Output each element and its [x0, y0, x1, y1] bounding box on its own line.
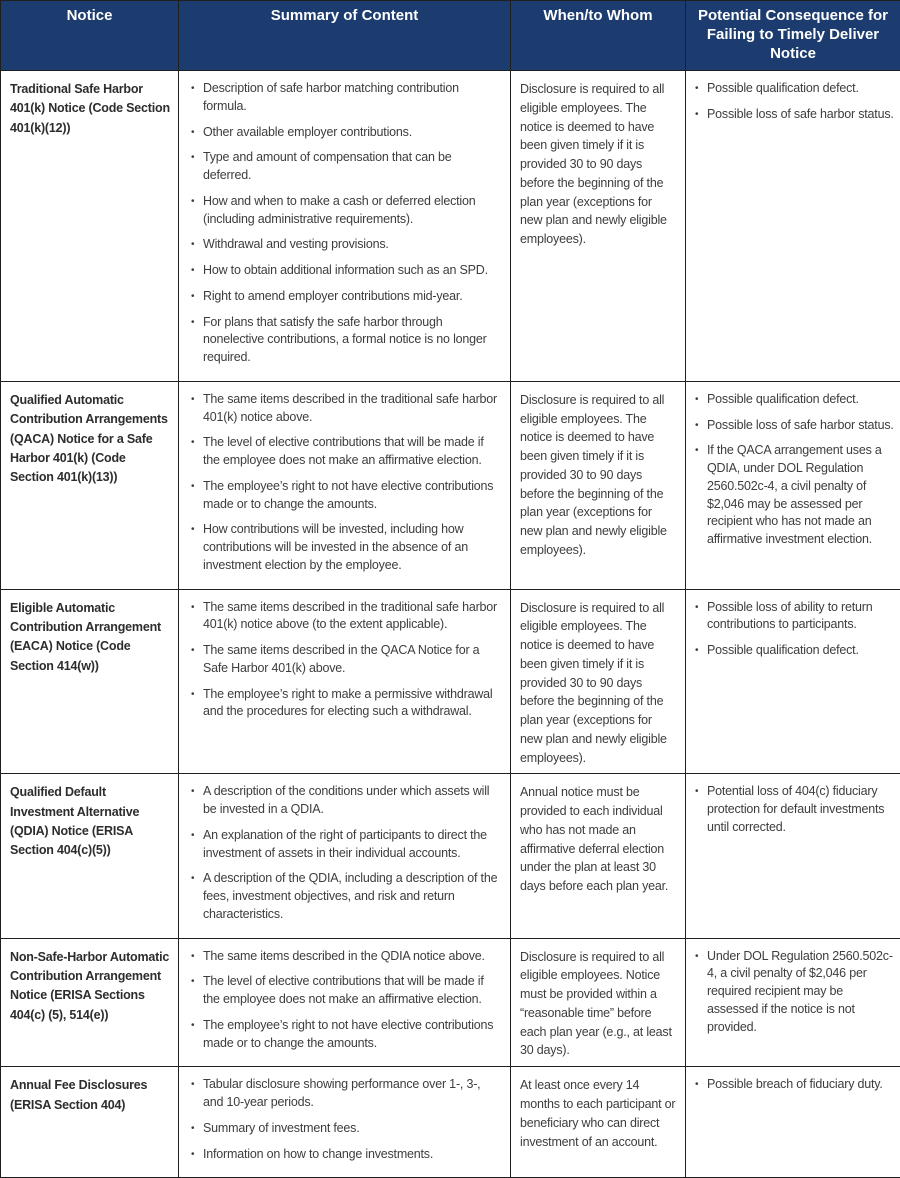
list-item-text: Right to amend employer contributions mid-year.	[203, 288, 500, 306]
list-item-text: Withdrawal and vesting provisions.	[203, 236, 500, 254]
bullet-icon: •	[188, 236, 203, 254]
list-item	[188, 948, 500, 966]
list-item-text: Other available employer contributions.	[203, 124, 500, 142]
when-text: Disclosure is required to all eligible employees. The notice is deemed to have been given timely if it is provided 30 to 90 days before the beginning of the plan year (exceptions for new plan and newly eligible employees).	[520, 80, 677, 249]
list-item-text: The employee’s right to not have elective contributions made or to change the amounts.	[203, 478, 500, 514]
bullet-icon: •	[692, 948, 707, 1037]
bullet-icon: •	[692, 642, 707, 660]
notice-cell	[1, 589, 179, 774]
summary-cell	[179, 589, 511, 774]
summary-list	[188, 948, 500, 1053]
summary-list	[188, 599, 500, 722]
when-text: Disclosure is required to all eligible employees. The notice is deemed to have been given timely if it is provided 30 to 90 days before the beginning of the plan year (exceptions for new plan and newly eligible employees).	[520, 391, 677, 560]
table-body	[1, 71, 900, 1178]
when-cell	[511, 71, 686, 382]
column-header-notice: Notice	[1, 1, 179, 71]
consequence-list	[692, 783, 896, 836]
when-text: At least once every 14 months to each participant or beneficiary who can direct investment of an account.	[520, 1076, 677, 1151]
bullet-icon: •	[692, 1076, 707, 1094]
bullet-icon: •	[188, 478, 203, 514]
bullet-icon: •	[188, 686, 203, 722]
list-item	[692, 442, 896, 549]
list-item-text: The same items described in the traditional safe harbor 401(k) notice above (to the extent applicable).	[203, 599, 500, 635]
list-item-text: Information on how to change investments.	[203, 1146, 500, 1164]
list-item	[692, 599, 896, 635]
list-item	[692, 417, 896, 435]
list-item	[188, 80, 500, 116]
list-item-text: Possible breach of fiduciary duty.	[707, 1076, 896, 1094]
list-item	[188, 870, 500, 923]
when-cell	[511, 589, 686, 774]
summary-cell	[179, 938, 511, 1067]
summary-list	[188, 783, 500, 923]
summary-cell	[179, 774, 511, 938]
list-item-text: The same items described in the traditional safe harbor 401(k) notice above.	[203, 391, 500, 427]
bullet-icon: •	[188, 434, 203, 470]
list-item	[188, 236, 500, 254]
list-item	[188, 1120, 500, 1138]
table-row	[1, 1067, 900, 1178]
table-row	[1, 589, 900, 774]
column-header-summary: Summary of Content	[179, 1, 511, 71]
consequence-cell	[686, 774, 900, 938]
bullet-icon: •	[692, 599, 707, 635]
when-text: Annual notice must be provided to each individual who has not made an affirmative deferral election under the plan at least 30 days before each plan year.	[520, 783, 677, 896]
list-item	[188, 288, 500, 306]
consequence-cell	[686, 589, 900, 774]
summary-cell	[179, 1067, 511, 1178]
bullet-icon: •	[188, 1076, 203, 1112]
list-item	[188, 1017, 500, 1053]
list-item-text: Possible loss of ability to return contributions to participants.	[707, 599, 896, 635]
list-item-text: The level of elective contributions that will be made if the employee does not make an affirmative election.	[203, 434, 500, 470]
list-item	[188, 314, 500, 367]
list-item	[188, 521, 500, 574]
when-cell	[511, 774, 686, 938]
list-item-text: Potential loss of 404(c) fiduciary protection for default investments until corrected.	[707, 783, 896, 836]
bullet-icon: •	[692, 80, 707, 98]
bullet-icon: •	[188, 80, 203, 116]
bullet-icon: •	[188, 870, 203, 923]
bullet-icon: •	[188, 149, 203, 185]
list-item-text: Possible qualification defect.	[707, 391, 896, 409]
list-item	[692, 642, 896, 660]
list-item	[188, 973, 500, 1009]
list-item	[692, 783, 896, 836]
when-cell	[511, 1067, 686, 1178]
consequence-cell	[686, 938, 900, 1067]
notice-cell	[1, 1067, 179, 1178]
bullet-icon: •	[188, 521, 203, 574]
notice-title: Annual Fee Disclosures (ERISA Section 404)	[10, 1076, 170, 1115]
list-item	[188, 686, 500, 722]
list-item	[188, 434, 500, 470]
list-item-text: Possible qualification defect.	[707, 80, 896, 98]
bullet-icon: •	[692, 417, 707, 435]
bullet-icon: •	[188, 1146, 203, 1164]
list-item-text: An explanation of the right of participants to direct the investment of assets in their individual accounts.	[203, 827, 500, 863]
notice-cell	[1, 938, 179, 1067]
notice-title: Non-Safe-Harbor Automatic Contribution Arrangement Notice (ERISA Sections 404(c) (5), 514(e))	[10, 948, 170, 1026]
header-row	[1, 1, 900, 71]
summary-cell	[179, 71, 511, 382]
table-row	[1, 774, 900, 938]
list-item-text: Under DOL Regulation 2560.502c-4, a civil penalty of $2,046 per required recipient may be assessed if the notice is not provided.	[707, 948, 896, 1037]
bullet-icon: •	[188, 124, 203, 142]
bullet-icon: •	[188, 599, 203, 635]
list-item	[188, 124, 500, 142]
consequence-cell	[686, 71, 900, 382]
consequence-list	[692, 948, 896, 1037]
column-header-when-to-whom: When/to Whom	[511, 1, 686, 71]
consequence-list	[692, 1076, 896, 1094]
list-item	[188, 1146, 500, 1164]
bullet-icon: •	[188, 1120, 203, 1138]
list-item	[188, 262, 500, 280]
notice-title: Qualified Default Investment Alternative (QDIA) Notice (ERISA Section 404(c)(5))	[10, 783, 170, 861]
bullet-icon: •	[188, 783, 203, 819]
consequence-cell	[686, 1067, 900, 1178]
list-item	[188, 1076, 500, 1112]
when-text: Disclosure is required to all eligible employees. Notice must be provided within a “reasonable time” before each plan year (e.g., at least 30 days).	[520, 948, 677, 1061]
list-item	[692, 106, 896, 124]
list-item	[188, 599, 500, 635]
list-item-text: Possible qualification defect.	[707, 642, 896, 660]
list-item-text: If the QACA arrangement uses a QDIA, under DOL Regulation 2560.502c-4, a civil penalty of $2,046 may be assessed per recipient who has not made an affirmative investment election.	[707, 442, 896, 549]
list-item	[188, 149, 500, 185]
notice-cell	[1, 71, 179, 382]
when-cell	[511, 938, 686, 1067]
list-item-text: The level of elective contributions that will be made if the employee does not make an affirmative election.	[203, 973, 500, 1009]
summary-list	[188, 80, 500, 367]
bullet-icon: •	[188, 391, 203, 427]
list-item	[188, 642, 500, 678]
notice-title: Traditional Safe Harbor 401(k) Notice (Code Section 401(k)(12))	[10, 80, 170, 138]
when-text: Disclosure is required to all eligible employees. The notice is deemed to have been given timely if it is provided 30 to 90 days before the beginning of the plan year (exceptions for new plan and newly eligible employees).	[520, 599, 677, 768]
list-item	[692, 391, 896, 409]
table-row	[1, 381, 900, 589]
list-item-text: The same items described in the QDIA notice above.	[203, 948, 500, 966]
list-item-text: Summary of investment fees.	[203, 1120, 500, 1138]
consequence-cell	[686, 381, 900, 589]
bullet-icon: •	[692, 442, 707, 549]
notice-cell	[1, 774, 179, 938]
bullet-icon: •	[692, 391, 707, 409]
list-item	[188, 783, 500, 819]
summary-list	[188, 391, 500, 575]
bullet-icon: •	[188, 642, 203, 678]
bullet-icon: •	[188, 948, 203, 966]
notice-title: Qualified Automatic Contribution Arrangements (QACA) Notice for a Safe Harbor 401(k) (Code Section 401(k)(13))	[10, 391, 170, 488]
list-item	[188, 827, 500, 863]
bullet-icon: •	[188, 1017, 203, 1053]
list-item-text: Tabular disclosure showing performance over 1-, 3-, and 10-year periods.	[203, 1076, 500, 1112]
table-row	[1, 71, 900, 382]
notice-cell	[1, 381, 179, 589]
column-header-consequence: Potential Consequence for Failing to Timely Deliver Notice	[686, 1, 900, 71]
list-item-text: How and when to make a cash or deferred election (including administrative requirements).	[203, 193, 500, 229]
consequence-list	[692, 599, 896, 660]
list-item-text: A description of the conditions under which assets will be invested in a QDIA.	[203, 783, 500, 819]
list-item-text: The employee’s right to not have elective contributions made or to change the amounts.	[203, 1017, 500, 1053]
when-cell	[511, 381, 686, 589]
list-item	[692, 1076, 896, 1094]
list-item-text: For plans that satisfy the safe harbor through nonelective contributions, a formal notice is no longer required.	[203, 314, 500, 367]
bullet-icon: •	[188, 193, 203, 229]
bullet-icon: •	[188, 288, 203, 306]
list-item-text: The employee’s right to make a permissive withdrawal and the procedures for electing such a withdrawal.	[203, 686, 500, 722]
list-item	[188, 478, 500, 514]
list-item-text: Possible loss of safe harbor status.	[707, 417, 896, 435]
list-item-text: The same items described in the QACA Notice for a Safe Harbor 401(k) above.	[203, 642, 500, 678]
list-item	[692, 80, 896, 98]
list-item	[188, 391, 500, 427]
list-item-text: A description of the QDIA, including a description of the fees, investment objectives, and risk and return characteristics.	[203, 870, 500, 923]
bullet-icon: •	[188, 973, 203, 1009]
list-item-text: Description of safe harbor matching contribution formula.	[203, 80, 500, 116]
bullet-icon: •	[188, 314, 203, 367]
bullet-icon: •	[188, 827, 203, 863]
list-item-text: How contributions will be invested, including how contributions will be invested in the absence of an investment election by the employee.	[203, 521, 500, 574]
list-item	[188, 193, 500, 229]
summary-cell	[179, 381, 511, 589]
list-item	[692, 948, 896, 1037]
consequence-list	[692, 391, 896, 549]
consequence-list	[692, 80, 896, 124]
list-item-text: Type and amount of compensation that can be deferred.	[203, 149, 500, 185]
bullet-icon: •	[188, 262, 203, 280]
list-item-text: Possible loss of safe harbor status.	[707, 106, 896, 124]
bullet-icon: •	[692, 106, 707, 124]
table-row	[1, 938, 900, 1067]
bullet-icon: •	[692, 783, 707, 836]
list-item-text: How to obtain additional information such as an SPD.	[203, 262, 500, 280]
notice-title: Eligible Automatic Contribution Arrangement (EACA) Notice (Code Section 414(w))	[10, 599, 170, 677]
